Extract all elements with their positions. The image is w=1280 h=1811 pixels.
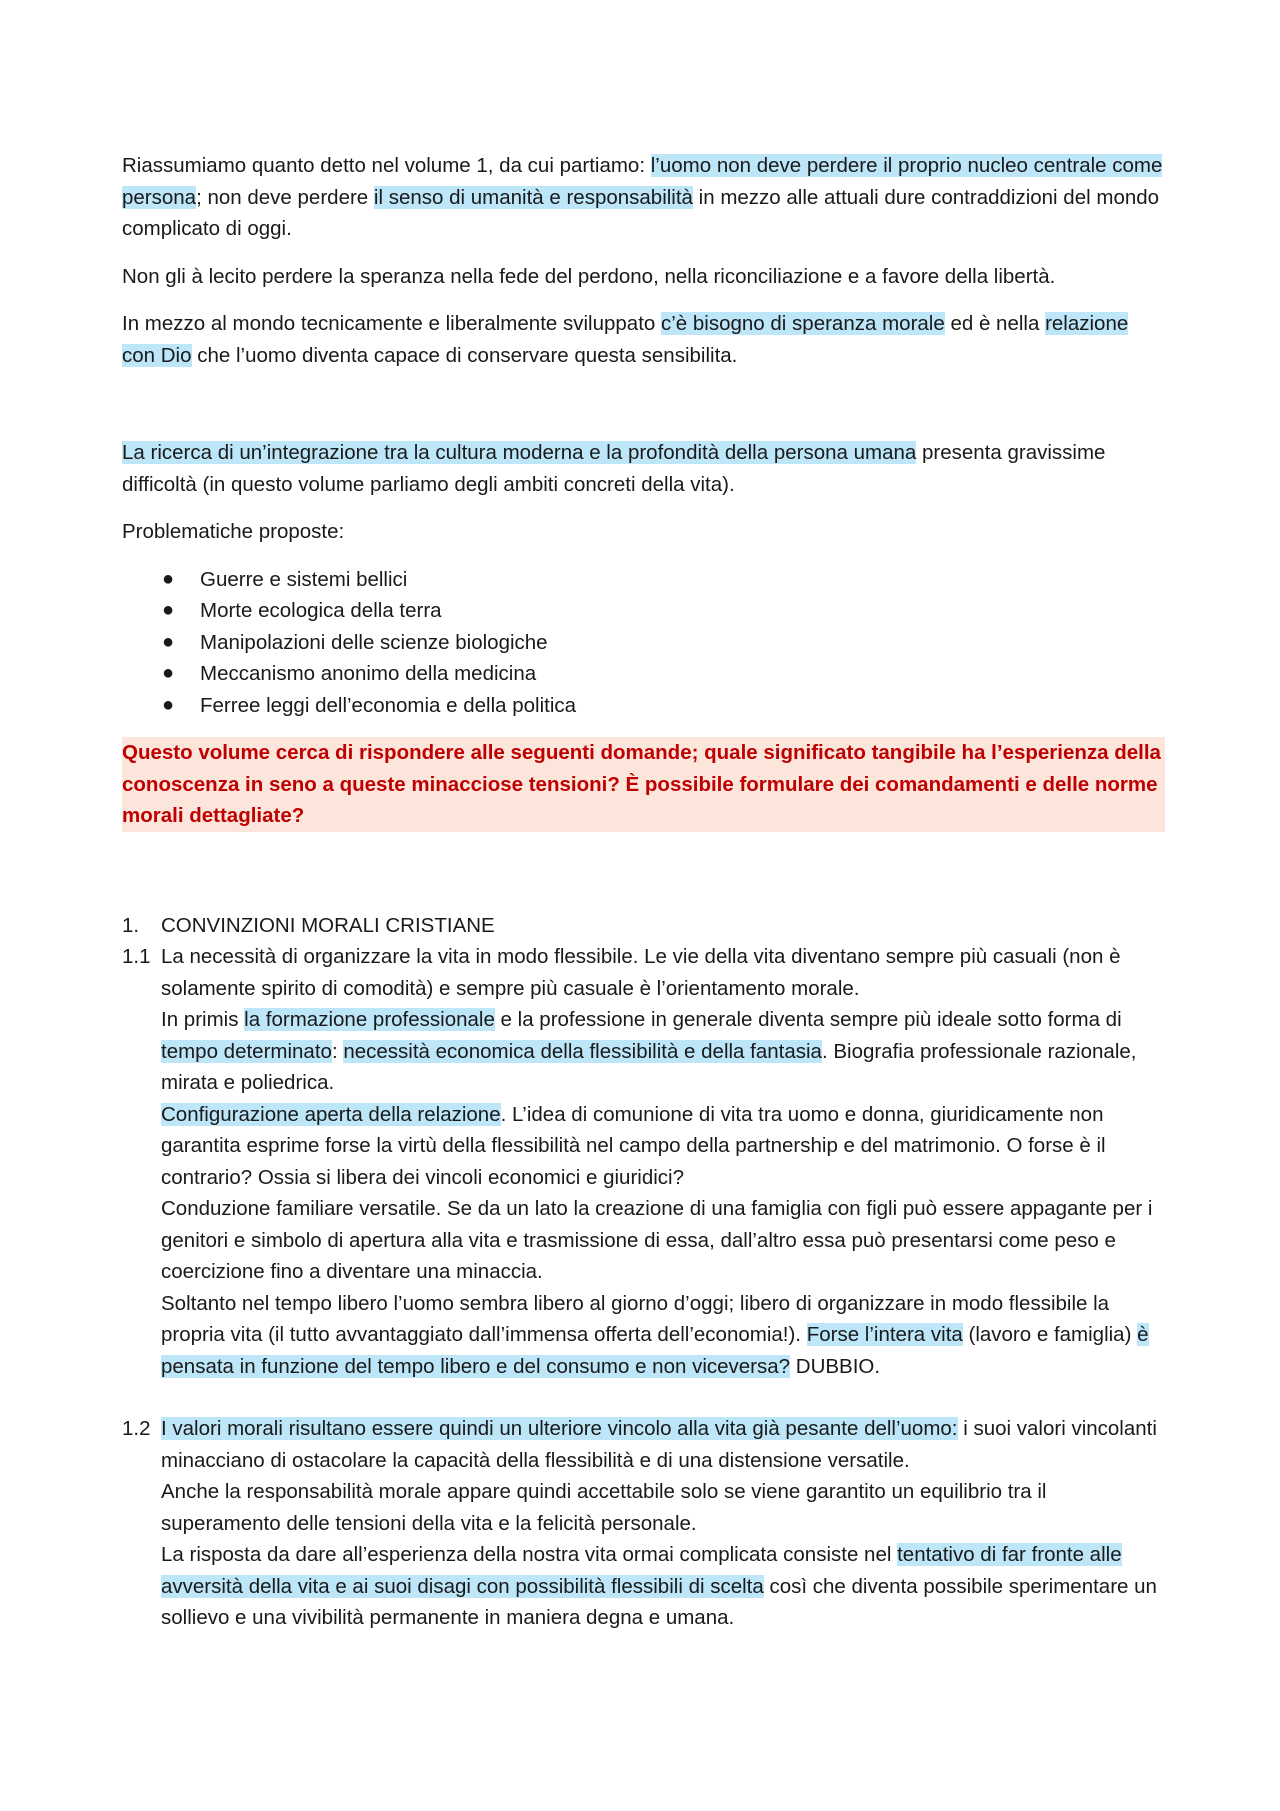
section-1-2-line-3: La risposta da dare all’esperienza della nostra vita ormai complicata consiste nel tentativo di far fronte alle avversità della vita e ai suoi disagi con possibilità flessibili di scelta così che diventa possibile sperimentare un sollievo e una vivibilità permanente in maniera degna e umana.: [161, 1543, 1157, 1629]
spacer: [122, 1382, 1165, 1413]
text-run: ; non deve perdere: [196, 185, 374, 209]
section-1-1-line-5: Soltanto nel tempo libero l’uomo sembra libero al giorno d’oggi; libero di organizzare in modo flessibile la propria vita (il tutto avvantaggiato dall’immensa offerta dell’economia!). Forse l’intera vita (lavoro e famiglia) è pensata in funzione del tempo libero e del consumo e non viceversa? DUBBIO.: [161, 1291, 1149, 1378]
list-item: ● Morte ecologica della terra: [122, 595, 1165, 627]
text-run: ed è nella: [944, 312, 1046, 335]
highlighted-text: il senso di umanità e responsabilità: [373, 185, 693, 209]
highlighted-text: è pensata in funzione del tempo libero e del consumo e non viceversa?: [161, 1323, 1149, 1378]
research-paragraph: [122, 437, 1165, 500]
bullet-icon: ●: [162, 662, 175, 684]
text-run: presenta gravissime difficoltà (in questo volume parliamo degli ambiti concreti della vita).: [122, 441, 1106, 496]
section-number: 1.1: [122, 945, 151, 968]
list-item: ● Ferree leggi dell’economia e della politica: [122, 690, 1165, 722]
problems-title: Problematiche proposte:: [122, 520, 345, 543]
highlighted-text: Forse l’intera vita: [806, 1323, 963, 1346]
bullet-icon: ●: [162, 599, 175, 621]
highlighted-text: necessità economica della flessibilità e della fantasia: [343, 1039, 822, 1063]
section-1-1-line-3: Configurazione aperta della relazione. L’idea di comunione di vita tra uomo e donna, giuridicamente non garantita esprime forse la virtù della flessibilità nel campo della partnership e del matrimonio. O forse è il contrario? Ossia si libera dei vincoli economici e giuridici?: [161, 1102, 1106, 1189]
question-box: Questo volume cerca di rispondere alle seguenti domande; quale significato tangibile ha l’esperienza della conoscenza in seno a queste minacciose tensioni? È possibile formulare dei comandamenti e delle norme morali dettagliate?: [122, 737, 1165, 832]
section-1-heading: [122, 910, 1165, 942]
highlighted-text: l’uomo non deve perdere il proprio nucleo centrale come persona: [122, 154, 1163, 209]
highlighted-text: tempo determinato: [161, 1039, 332, 1063]
list-item: ● Meccanismo anonimo della medicina: [122, 658, 1165, 690]
highlighted-text: la formazione professionale: [244, 1008, 495, 1031]
section-1-1: [122, 941, 1165, 1382]
section-1-2-line-1: I valori morali risultano essere quindi un ulteriore vincolo alla vita già pesante dell’uomo: i suoi valori vincolanti minacciano di ostacolare la capacità della flessibilità e di una distensione versatile.: [161, 1417, 1157, 1472]
bullet-icon: ●: [162, 693, 175, 716]
highlighted-text: I valori morali risultano essere quindi un ulteriore vincolo alla vita già pesante dell’uomo:: [161, 1417, 958, 1440]
intro-paragraph-1: [122, 150, 1165, 245]
section-number: 1.: [122, 913, 140, 937]
spacer: [122, 387, 1165, 437]
bullet-icon: ●: [162, 567, 175, 590]
spacer: [122, 848, 1165, 910]
text-run: in mezzo alle attuali dure contraddizioni del mondo complicato di oggi.: [122, 185, 1160, 240]
intro-paragraph-2: Non gli à lecito perdere la speranza nella fede del perdono, nella riconciliazione e a favore della libertà.: [122, 264, 1056, 288]
section-1-2: [122, 1413, 1165, 1634]
section-number: 1.2: [122, 1417, 151, 1440]
list-item: ● Guerre e sistemi bellici: [122, 564, 1165, 596]
list-item: ● Manipolazioni delle scienze biologiche: [122, 627, 1165, 659]
highlighted-text: La ricerca di un’integrazione tra la cultura moderna e la profondità della persona umana: [122, 441, 917, 464]
section-1-2-line-2: Anche la responsabilità morale appare quindi accettabile solo se viene garantito un equilibrio tra il superamento delle tensioni della vita e la felicità personale.: [161, 1480, 1047, 1535]
highlighted-text: tentativo di far fronte alle avversità della vita e ai suoi disagi con possibilità flessibili di scelta: [161, 1543, 1122, 1598]
text-run: Riassumiamo quanto detto nel volume 1, da cui partiamo:: [122, 154, 651, 177]
section-title: CONVINZIONI MORALI CRISTIANE: [161, 913, 495, 937]
text-run: che l’uomo diventa capace di conservare questa sensibilita.: [191, 343, 738, 367]
problems-list: [122, 564, 1165, 722]
highlighted-text: relazione con Dio: [122, 312, 1129, 367]
intro-paragraph-3: [122, 308, 1165, 371]
highlighted-text: Configurazione aperta della relazione: [161, 1102, 501, 1126]
text-run: In mezzo al mondo tecnicamente e liberalmente sviluppato: [122, 312, 661, 335]
section-1-1-line-4: Conduzione familiare versatile. Se da un lato la creazione di una famiglia con figli può essere appagante per i genitori e simbolo di apertura alla vita e trasmissione di essa, dall’altro essa può presentarsi come peso e coercizione fino a diventare una minaccia.: [161, 1197, 1153, 1283]
section-1-1-line-1: La necessità di organizzare la vita in modo flessibile. Le vie della vita diventano sempre più casuali (non è solamente spirito di comodità) e sempre più casuale è l’orientamento morale.: [161, 945, 1121, 1000]
section-1-1-line-2: In primis la formazione professionale e la professione in generale diventa sempre più ideale sotto forma di tempo determinato: necessità economica della flessibilità e della fantasia. Biografia professionale razionale, mirata e poliedrica.: [161, 1008, 1137, 1094]
bullet-icon: ●: [162, 630, 175, 653]
highlighted-text: c’è bisogno di speranza morale: [661, 312, 945, 335]
